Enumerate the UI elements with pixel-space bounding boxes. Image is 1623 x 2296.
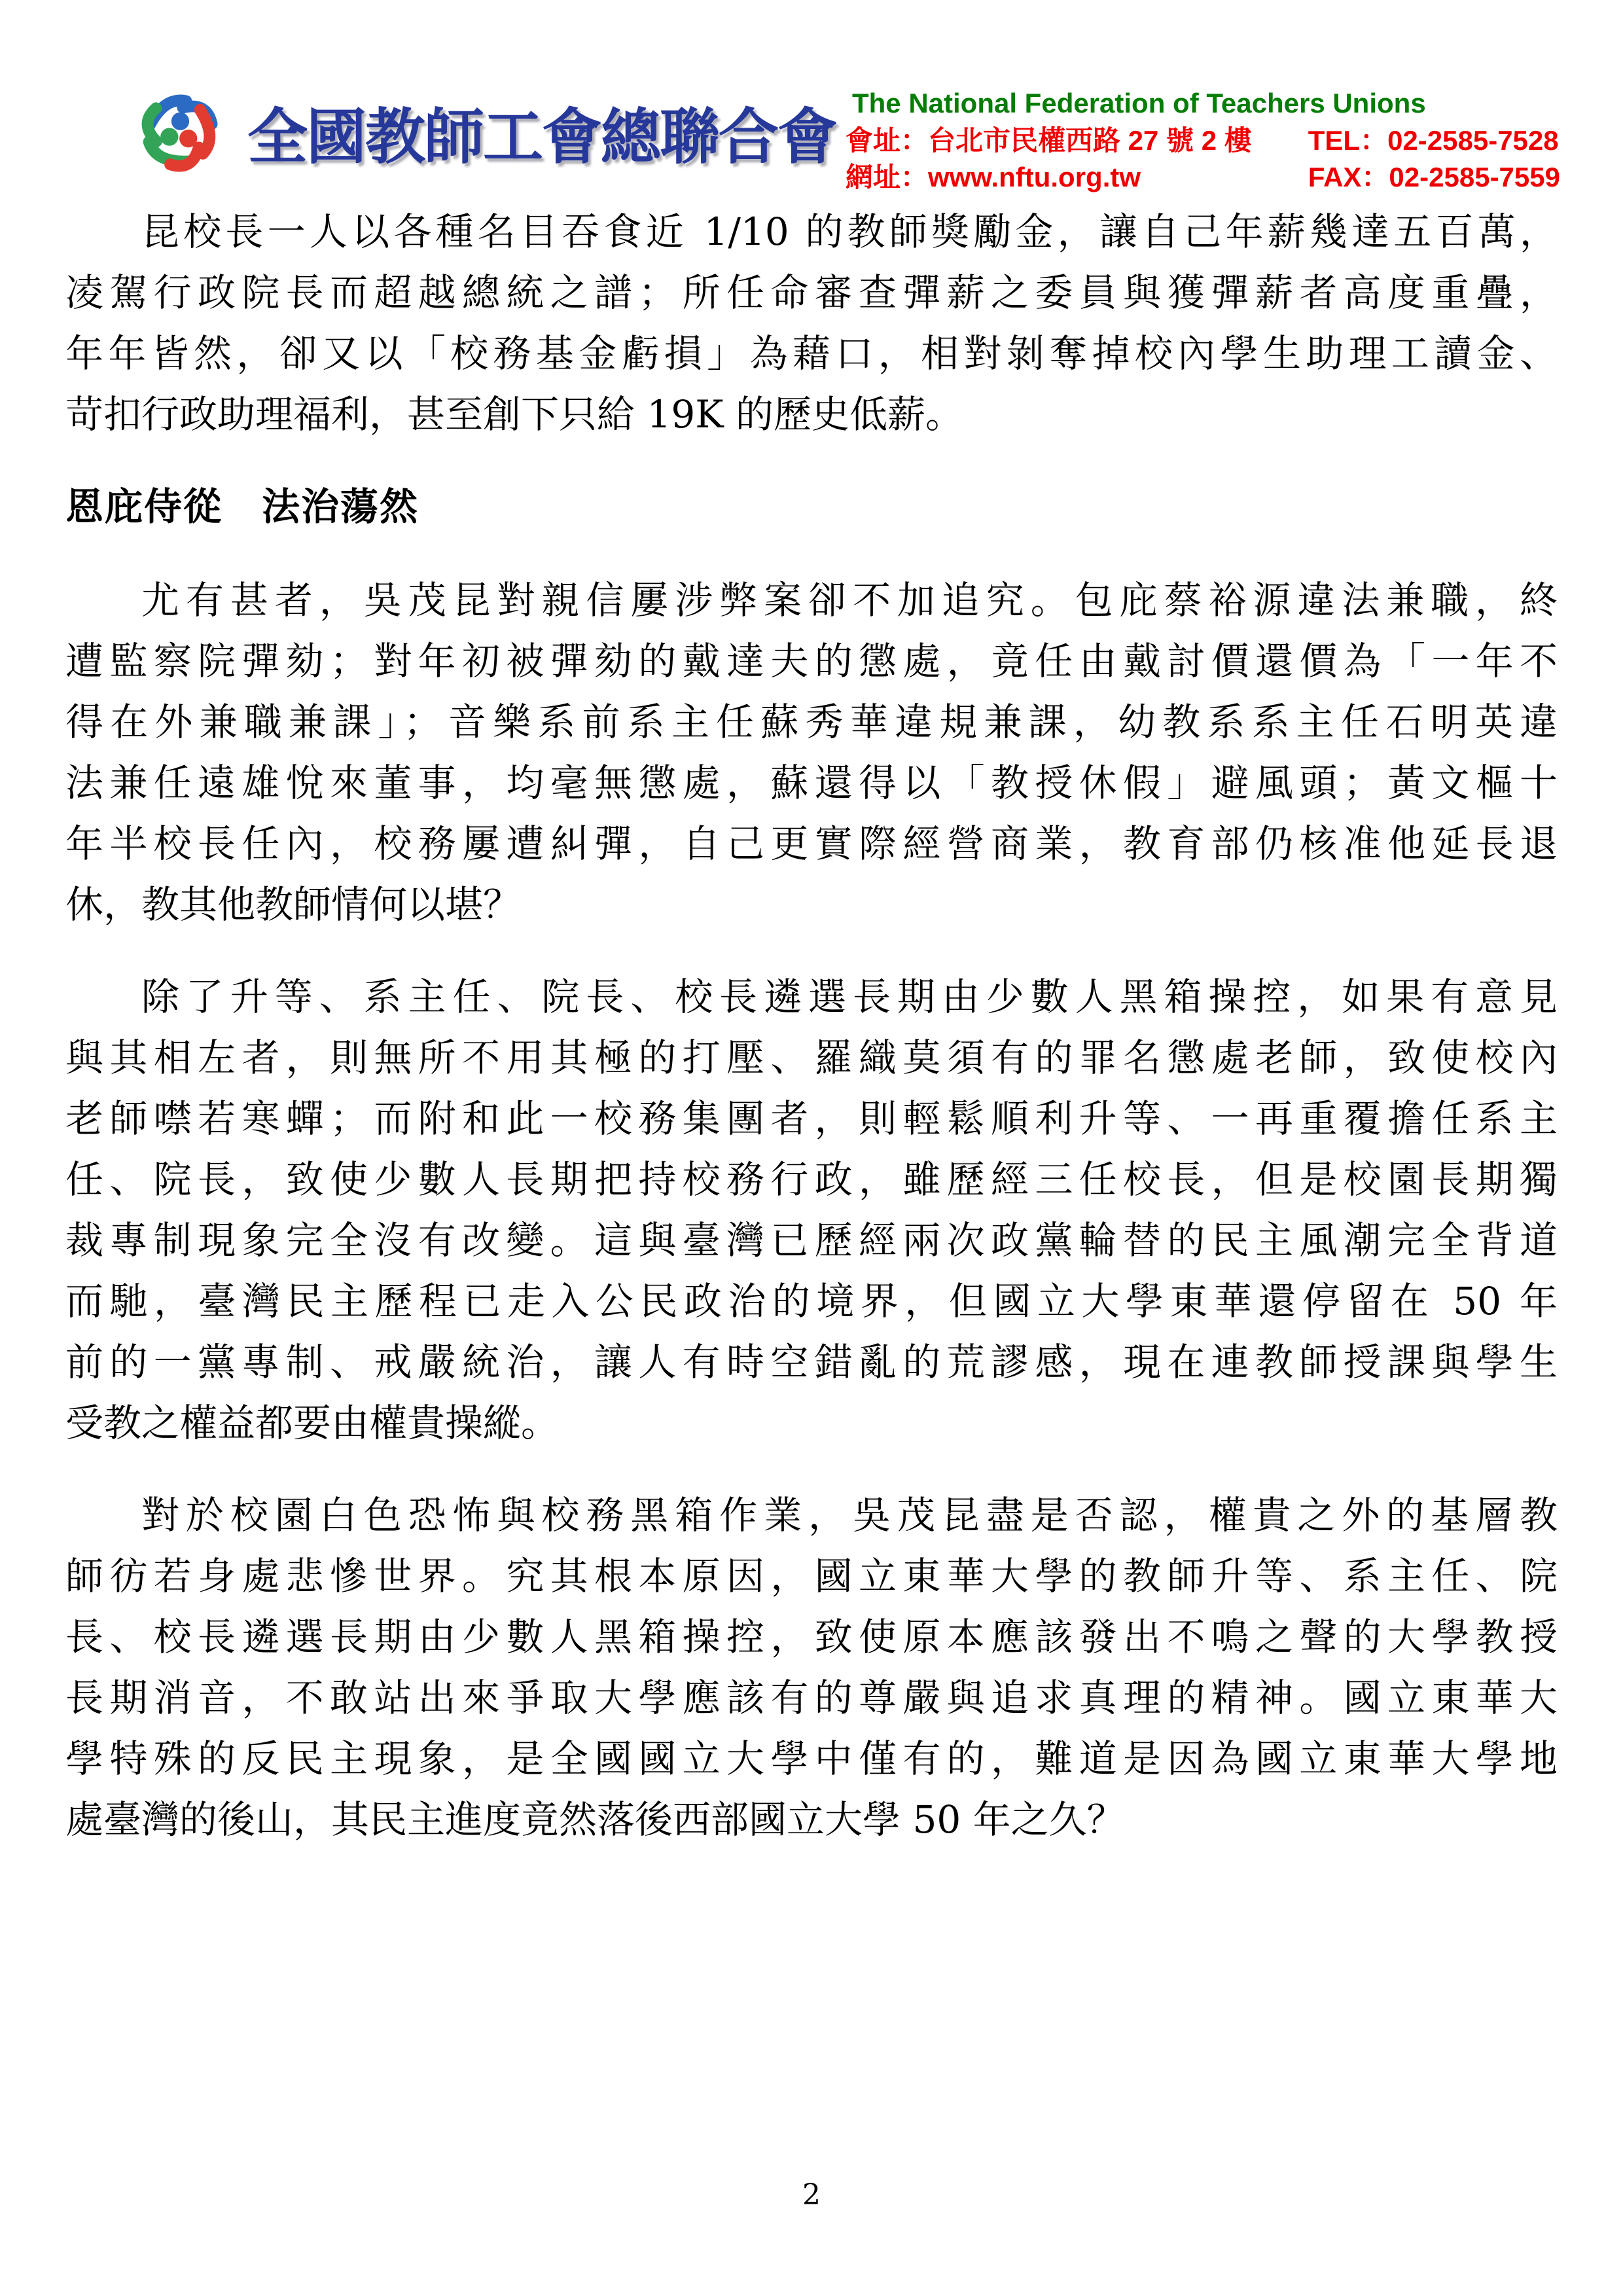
- text-line: 得在外兼職兼課」；音樂系前系主任蘇秀華違規兼課，幼教系系主任石明英違: [65, 700, 1558, 744]
- text-line: 裁專制現象完全沒有改變。這與臺灣已歷經兩次政黨輪替的民主風潮完全背道: [65, 1218, 1558, 1263]
- nftu-logo-icon: [124, 77, 234, 187]
- section-heading: 恩庇侍從 法治蕩然: [65, 484, 419, 529]
- org-name-en: The National Federation of Teachers Unions: [851, 88, 1426, 118]
- text-line: 苛扣行政助理福利，甚至創下只給 19K 的歷史低薪。: [65, 392, 964, 437]
- text-line: 除了升等、系主任、院長、校長遴選長期由少數人黑箱操控，如果有意見: [141, 975, 1558, 1019]
- text-line: 老師噤若寒蟬；而附和此一校務集團者，則輕鬆順利升等、一再重覆擔任系主: [65, 1096, 1558, 1141]
- logo-group: [124, 77, 836, 187]
- address-text: 會址：台北市民權西路 27 號 2 樓: [845, 125, 1252, 156]
- text-line: 昆校長一人以各種名目吞食近 1/10 的教師獎勵金，讓自己年薪幾達五百萬，: [141, 209, 1558, 254]
- contact-grid: [846, 124, 1560, 194]
- document-body: [65, 202, 1558, 1882]
- text-line: 年年皆然，卻又以「校務基金虧損」為藉口，相對剝奪掉校內學生助理工讀金、: [65, 331, 1558, 376]
- text-line: 年半校長任內，校務屢遭糾彈，自己更實際經營商業，教育部仍核准他延長退: [65, 821, 1558, 866]
- text-line: 遭監察院彈劾；對年初被彈劾的戴達夫的懲處，竟任由戴討價還價為「一年不: [65, 639, 1558, 683]
- contact-block: [846, 77, 1560, 194]
- letterhead: [124, 77, 1560, 194]
- paragraph: [65, 570, 1558, 935]
- text-line: 而馳，臺灣民主歷程已走入公民政治的境界，但國立大學東華還停留在 50 年: [65, 1279, 1558, 1323]
- text-line: 長、校長遴選長期由少數人黑箱操控，致使原本應該發出不鳴之聲的大學教授: [65, 1615, 1558, 1659]
- tel-text: TEL：02-2585-7528: [1308, 125, 1559, 156]
- text-line: 尤有甚者，吳茂昆對親信屢涉弊案卻不加追究。包庇蔡裕源違法兼職，終: [141, 578, 1558, 622]
- text-line: 休，教其他教師情何以堪？: [65, 882, 522, 927]
- text-line: 師彷若身處悲慘世界。究其根本原因，國立東華大學的教師升等、系主任、院: [65, 1554, 1558, 1598]
- paragraph: [65, 1485, 1558, 1850]
- text-line: 長期消音，不敢站出來爭取大學應該有的尊嚴與追求真理的精神。國立東華大: [65, 1676, 1558, 1720]
- text-line: 處臺灣的後山，其民主進度竟然落後西部國立大學 50 年之久？: [65, 1797, 1125, 1842]
- website-text: 網址：www.nftu.org.tw: [845, 162, 1141, 192]
- text-line: 受教之權益都要由權貴操縱。: [65, 1401, 560, 1445]
- page-number: 2: [802, 2178, 821, 2212]
- text-line: 凌駕行政院長而超越總統之譜；所任命審查彈薪之委員與獲彈薪者高度重疊，: [65, 270, 1558, 315]
- text-line: 對於校園白色恐怖與校務黑箱作業，吳茂昆盡是否認，權貴之外的基層教: [141, 1493, 1558, 1537]
- text-line: 前的一黨專制、戒嚴統治，讓人有時空錯亂的荒謬感，現在連教師授課與學生: [65, 1340, 1558, 1384]
- text-line: 法兼任遠雄悅來董事，均毫無懲處，蘇還得以「教授休假」避風頭；黃文樞十: [65, 761, 1558, 805]
- paragraph: [65, 967, 1558, 1454]
- paragraph: [65, 202, 1558, 445]
- org-name-zh: 全國教師工會總聯合會: [247, 101, 837, 172]
- text-line: 任、院長，致使少數人長期把持校務行政，雖歷經三任校長，但是校園長期獨: [65, 1157, 1558, 1202]
- fax-text: FAX：02-2585-7559: [1308, 162, 1560, 192]
- text-line: 與其相左者，則無所不用其極的打壓、羅織莫須有的罪名懲處老師，致使校內: [65, 1035, 1558, 1080]
- text-line: 學特殊的反民主現象，是全國國立大學中僅有的，難道是因為國立東華大學地: [65, 1736, 1558, 1781]
